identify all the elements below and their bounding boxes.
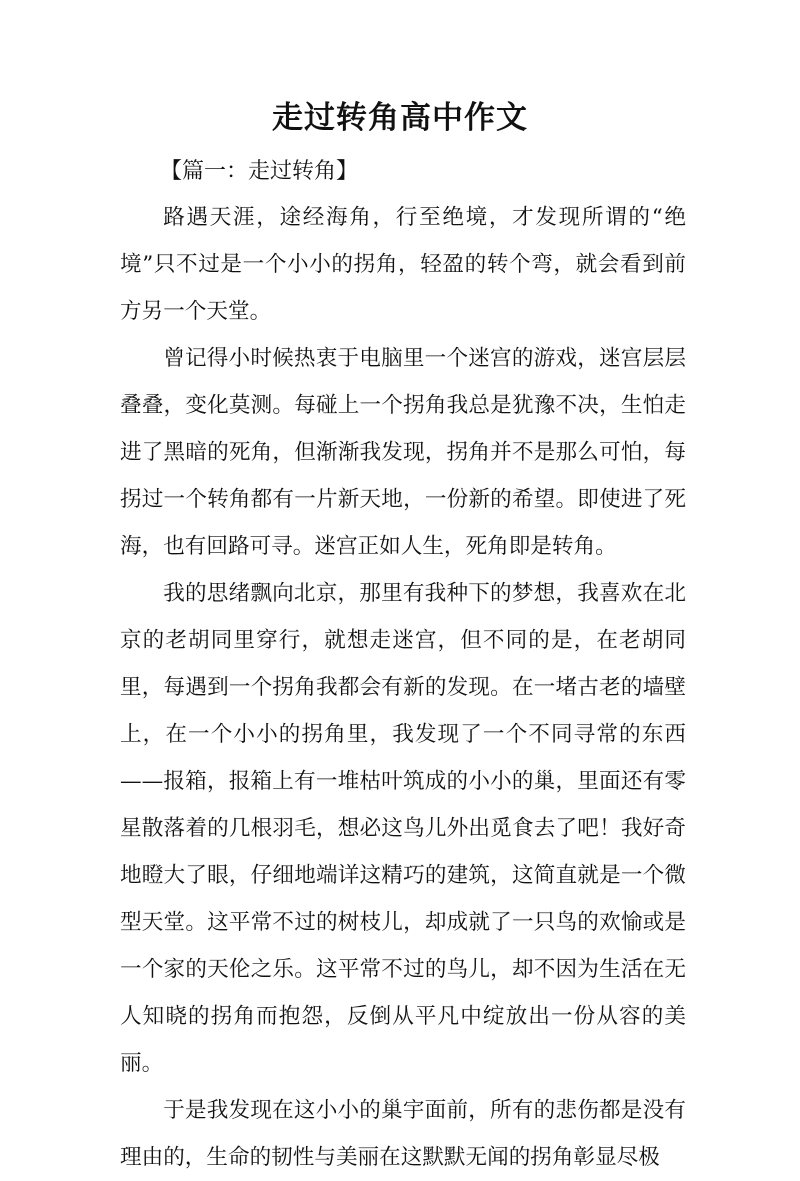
- paragraph: 我的思绪飘向北京，那里有我种下的梦想，我喜欢在北京的老胡同里穿行，就想走迷宫，但不同的是，在老胡同里，每遇到一个拐角我都会有新的发现。在一堵古老的墙壁上，在一个小小的拐角里，我发现了一个不同寻常的东西——报箱，报箱上有一堆枯叶筑成的小小的巢，里面还有零星散落着的几根羽毛，想必这鸟儿外出觅食去了吧！我好奇地瞪大了眼，仔细地端详这精巧的建筑，这简直就是一个微型天堂。这平常不过的树枝儿，却成就了一只鸟的欢愉或是一个家的天伦之乐。这平常不过的鸟儿，却不因为生活在无人知晓的拐角而抱怨，反倒从平凡中绽放出一份从容的美丽。: [120, 581, 686, 1076]
- document-title: 走过转角高中作文: [272, 100, 528, 136]
- essay-body: [120, 194, 686, 1181]
- paragraph: 曾记得小时候热衷于电脑里一个迷宫的游戏，迷宫层层叠叠，变化莫测。每碰上一个拐角我总是犹豫不决，生怕走进了黑暗的死角，但渐渐我发现，拐角并不是那么可怕，每拐过一个转角都有一片新天地，一份新的希望。即使进了死海，也有回路可寻。迷宫正如人生，死角即是转角。: [120, 346, 686, 559]
- paragraph: 于是我发现在这小小的巢宇面前，所有的悲伤都是没有理由的，生命的韧性与美丽在这默默无闻的拐角彰显尽极: [120, 1098, 686, 1170]
- paragraph: 路遇天涯，途经海角，行至绝境，才发现所谓的“绝境”只不过是一个小小的拐角，轻盈的转个弯，就会看到前方另一个天堂。: [120, 205, 686, 324]
- section-heading: 【篇一：走过转角】: [160, 159, 359, 184]
